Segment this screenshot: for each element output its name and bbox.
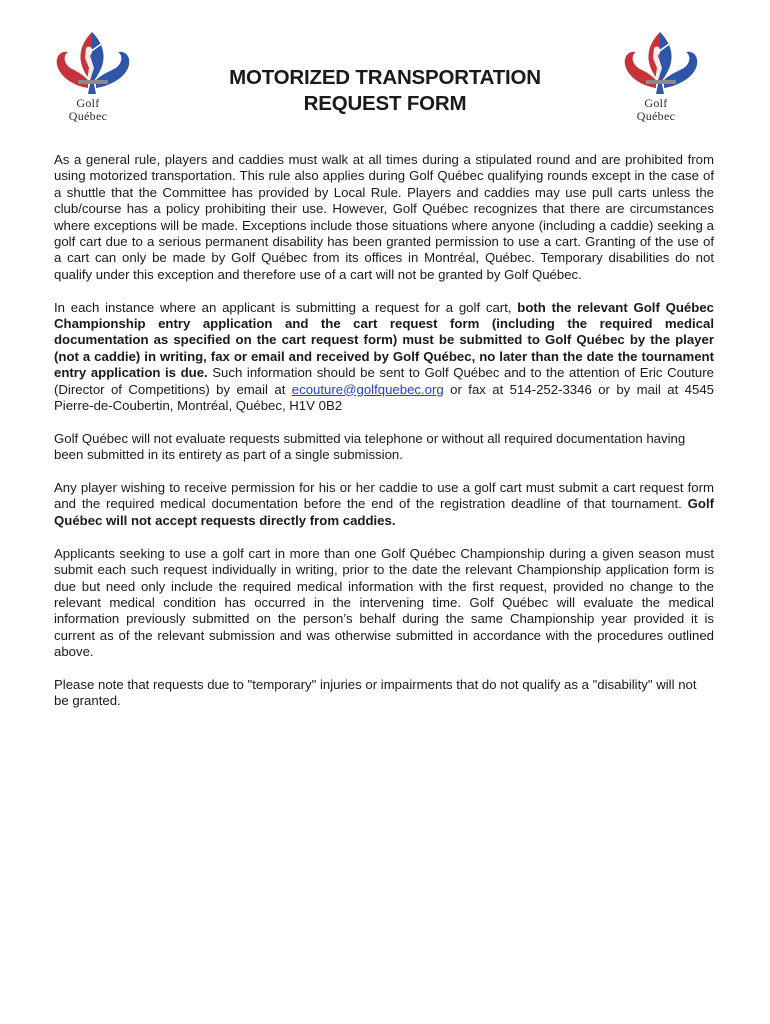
email-link[interactable]: ecouture@golfquebec.org — [291, 381, 444, 397]
fleur-de-lis-icon — [612, 28, 712, 98]
page-title-line2: REQUEST FORM — [303, 92, 467, 115]
paragraph-temporary-injuries: Please note that requests due to "temporary" injuries or impairments that do not qualify as a "disability" will not be granted. — [54, 676, 697, 709]
page-title-line1: MOTORIZED TRANSPORTATION — [229, 66, 541, 89]
fleur-de-lis-icon — [44, 28, 144, 98]
paragraph-text: Any player wishing to receive permission for his or her caddie to use a golf cart must submit a cart request form and the required medical documentation before the end of the registration deadline of that tournament. — [54, 480, 714, 512]
paragraph-general-rule: As a general rule, players and caddies must walk at all times during a stipulated round and are prohibited from using motorized transportation. This rule also applies during Golf Québec qualifying rounds except in the case of a shuttle that the Committee has provided by Local Rule. Players and caddies may use pull carts unless the club/course has a policy prohibiting their use. However, Golf Québec recognizes that there are circumstances where exceptions will be made. Exceptions include those situations where anyone (including a caddie) seeking a golf cart due to a serious permanent disability has been granted permission to use a cart. Granting of the use of a cart can only be made by Golf Québec from its offices in Montréal, Québec. Temporary disabilities do not qualify under this exception and therefore use of a cart will not be granted by Golf Québec. — [54, 152, 714, 282]
paragraph-bold-text: both the relevant Golf Québec Championship entry application and the cart request form (including the required medical documentation as specified on the cart request form) must be submitted to Golf Québec by the player (not a caddie) in writing, fax or email and received by Golf Québec, no later than the date the tournament entry application is due. — [54, 299, 714, 381]
golf-quebec-logo-left — [44, 28, 144, 128]
paragraph-text: or fax at 514-252-3346 or by mail at 4545 Pierre-de-Coubertin, Montréal, Québec, H1V 0B2 — [54, 381, 714, 414]
paragraph-caddie-requests — [54, 480, 714, 529]
paragraph-text: In each instance where an applicant is submitting a request for a golf cart, — [54, 299, 512, 315]
paragraph-submission-instructions — [54, 300, 714, 415]
golf-quebec-logo-right — [612, 28, 712, 128]
logo-text-golf: Golf — [644, 96, 668, 110]
logo-text-golf: Golf — [76, 96, 100, 110]
document-body — [54, 152, 714, 726]
paragraph-evaluation-policy: Golf Québec will not evaluate requests submitted via telephone or without all required documentation having been submitted in its entirety as part of a single submission. — [54, 430, 686, 463]
logo-text-quebec: Québec — [68, 109, 108, 123]
paragraph-text: Such information should be sent to Golf Québec and to the attention of Eric Couture (Director of Competitions) by email at — [54, 365, 714, 397]
logo-text-quebec: Québec — [636, 109, 676, 123]
paragraph-bold-text: Golf Québec will not accept requests directly from caddies. — [54, 496, 714, 528]
paragraph-multiple-championships: Applicants seeking to use a golf cart in more than one Golf Québec Championship during a given season must submit each such request individually in writing, prior to the date the relevant Championship application form is due but need only include the required medical information with the first request, provided no change to the relevant medical condition has occurred in the intervening time. Golf Québec will evaluate the medical information previously submitted on the person’s behalf during the same Championship year provided it is current as of the relevant submission and was otherwise submitted in accordance with the procedures outlined above. — [54, 545, 714, 660]
